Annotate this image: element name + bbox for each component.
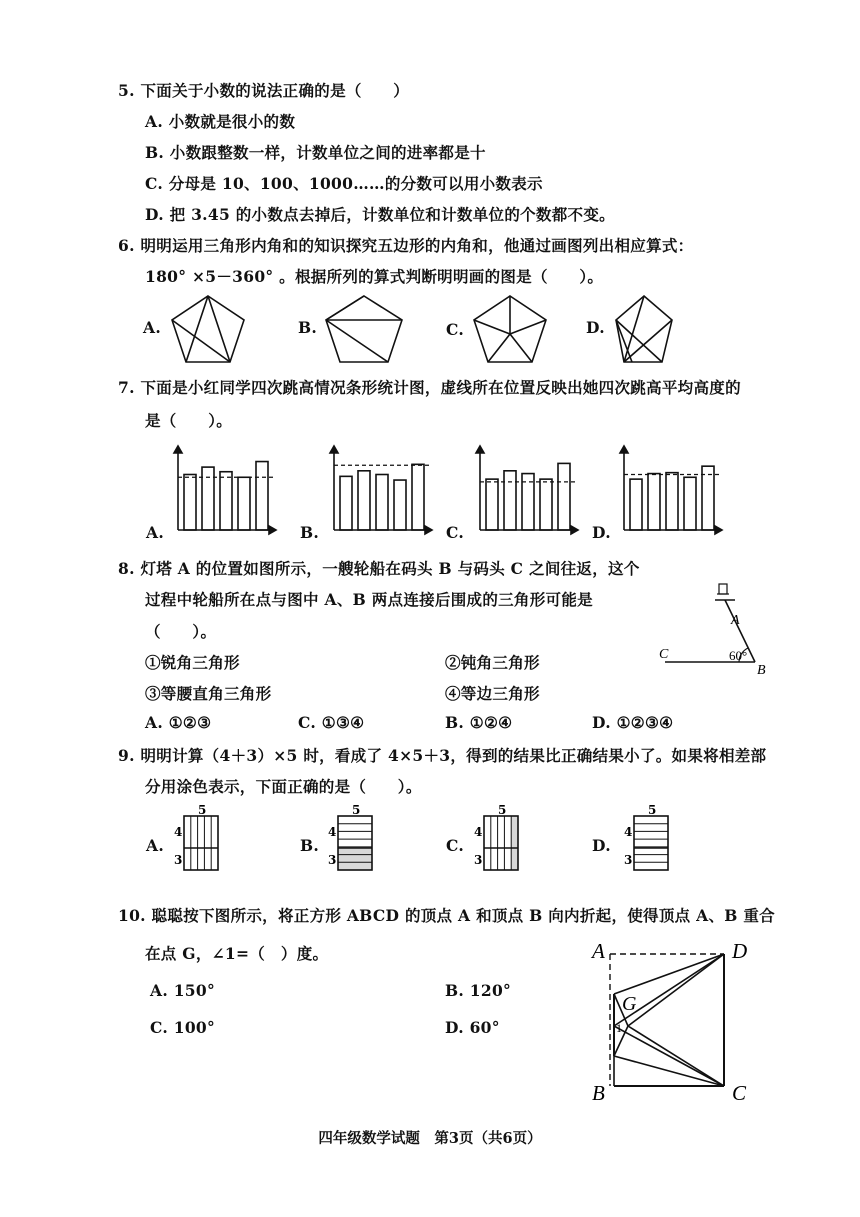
q7-label-c: C. (446, 523, 465, 542)
label-three: 3 (624, 853, 633, 867)
bar (394, 480, 406, 530)
q5-stem: 5. 下面关于小数的说法正确的是（ ） (118, 81, 410, 100)
q6-pentagon-c (470, 294, 550, 366)
y-axis-arrow (620, 446, 628, 453)
q8-label-B: B (757, 663, 766, 678)
q7-chart-a (168, 440, 280, 538)
q8-stem: 8. 灯塔 A 的位置如图所示，一艘轮船在码头 B 与码头 C 之间往返，这个 (118, 559, 640, 578)
bar (504, 471, 516, 530)
q9-grid-d (620, 804, 690, 874)
bar (412, 464, 424, 530)
q7-label-b: B. (300, 523, 320, 542)
q10-option-b: B. 120° (445, 981, 512, 1000)
q6-stem-formula: 180° ×5－360° 。根据所列的算式判断明明画的图是（ ）。 (145, 267, 604, 286)
q8-item-2: ②钝角三角形 (445, 653, 540, 672)
q10-label-D: D (732, 939, 748, 963)
q9-stem: 9. 明明计算（4＋3）×5 时，看成了 4×5＋3，得到的结果比正确结果小了。如果将相差部 (118, 746, 767, 765)
q8-option-b: B. ①②④ (445, 713, 513, 732)
bar (540, 479, 552, 530)
label-four: 4 (174, 825, 183, 839)
bar (648, 474, 660, 530)
q5-option-c: C. 分母是 10、100、1000……的分数可以用小数表示 (145, 174, 543, 193)
page-footer: 四年级数学试题 第3页（共6页） (318, 1130, 542, 1147)
q8-stem-cont: 过程中轮船所在点与图中 A、B 两点连接后围成的三角形可能是 (145, 590, 593, 609)
x-axis-arrow (715, 526, 722, 534)
label-three: 3 (474, 853, 483, 867)
q6-label-b: B. (298, 318, 318, 337)
q10-label-G: G (622, 993, 637, 1015)
label-five: 5 (198, 803, 207, 817)
label-five: 5 (498, 803, 507, 817)
x-axis-arrow (571, 526, 578, 534)
bar (238, 477, 250, 530)
bar (486, 479, 498, 530)
q9-stem-cont: 分用涂色表示，下面正确的是（ ）。 (145, 777, 422, 796)
bar (202, 467, 214, 530)
q7-label-d: D. (592, 523, 611, 542)
q5-option-d: D. 把 3.45 的小数点去掉后，计数单位和计数单位的个数都不变。 (145, 205, 615, 224)
q6-pentagon-a (168, 294, 248, 366)
q6-label-c: C. (446, 320, 465, 339)
bar (340, 476, 352, 530)
q10-label-A: A (592, 939, 605, 963)
q9-label-d: D. (592, 836, 611, 855)
label-five: 5 (352, 803, 361, 817)
q10-option-a: A. 150° (150, 981, 216, 1000)
q8-item-3: ③等腰直角三角形 (145, 684, 272, 703)
q9-label-a: A. (146, 836, 165, 855)
q10-stem: 10. 聪聪按下图所示，将正方形 ABCD 的顶点 A 和顶点 B 向内折起，使得顶点 A、B 重合 (118, 906, 775, 925)
q8-option-c: C. ①③④ (298, 713, 365, 732)
bar (220, 472, 232, 530)
bar (184, 475, 196, 531)
q10-label-C: C (732, 1081, 747, 1105)
q6-label-a: A. (143, 318, 162, 337)
q6-label-d: D. (586, 318, 605, 337)
q10-option-d: D. 60° (445, 1018, 500, 1037)
bar (558, 463, 570, 530)
bar (666, 473, 678, 530)
bar (358, 471, 370, 530)
q9-grid-b (324, 804, 394, 874)
grid-outline (184, 816, 218, 870)
q9-label-c: C. (446, 836, 465, 855)
q8-label-C: C (659, 647, 669, 662)
y-axis-arrow (476, 446, 484, 453)
bar (376, 475, 388, 531)
label-three: 3 (174, 853, 183, 867)
x-axis-arrow (425, 526, 432, 534)
bar (702, 466, 714, 530)
q9-grid-a (170, 804, 240, 874)
q5-option-a: A. 小数就是很小的数 (145, 112, 296, 131)
q8-option-d: D. ①②③④ (592, 713, 674, 732)
q10-square-figure (586, 936, 756, 1106)
q7-chart-d (614, 440, 726, 538)
q8-option-a: A. ①②③ (145, 713, 212, 732)
shaded-region (338, 848, 372, 870)
q6-pentagon-d (612, 294, 676, 366)
q8-stem-paren: （ ）。 (145, 622, 217, 641)
shaded-region (511, 816, 518, 870)
q7-chart-c (470, 440, 582, 538)
q8-label-A: A (731, 613, 740, 628)
q10-label-B: B (592, 1081, 605, 1105)
q6-pentagon-b (322, 294, 406, 366)
q6-stem: 6. 明明运用三角形内角和的知识探究五边形的内角和，他通过画图列出相应算式： (118, 236, 694, 255)
q8-item-4: ④等边三角形 (445, 684, 540, 703)
bar (630, 479, 642, 530)
q8-item-1: ①锐角三角形 (145, 653, 240, 672)
q7-stem: 7. 下面是小红同学四次跳高情况条形统计图，虚线所在位置反映出她四次跳高平均高度的 (118, 378, 741, 397)
bar (684, 477, 696, 530)
q9-label-b: B. (300, 836, 320, 855)
q7-chart-b (324, 440, 436, 538)
q7-stem-cont: 是（ ）。 (145, 411, 233, 430)
q8-angle-label: 60° (729, 648, 748, 663)
q7-label-a: A. (146, 523, 165, 542)
label-five: 5 (648, 803, 657, 817)
y-axis-arrow (174, 446, 182, 453)
label-four: 4 (328, 825, 337, 839)
q10-angle-1-label: 1 (616, 1021, 622, 1035)
y-axis-arrow (330, 446, 338, 453)
q8-lighthouse-figure (655, 578, 775, 678)
x-axis-arrow (269, 526, 276, 534)
bar (256, 462, 268, 530)
label-four: 4 (474, 825, 483, 839)
q9-grid-c (470, 804, 540, 874)
q5-option-b: B. 小数跟整数一样，计数单位之间的进率都是十 (145, 143, 486, 162)
q10-option-c: C. 100° (150, 1018, 216, 1037)
q10-stem-cont: 在点 G，∠1=（ ）度。 (145, 944, 329, 963)
label-three: 3 (328, 853, 337, 867)
label-four: 4 (624, 825, 633, 839)
